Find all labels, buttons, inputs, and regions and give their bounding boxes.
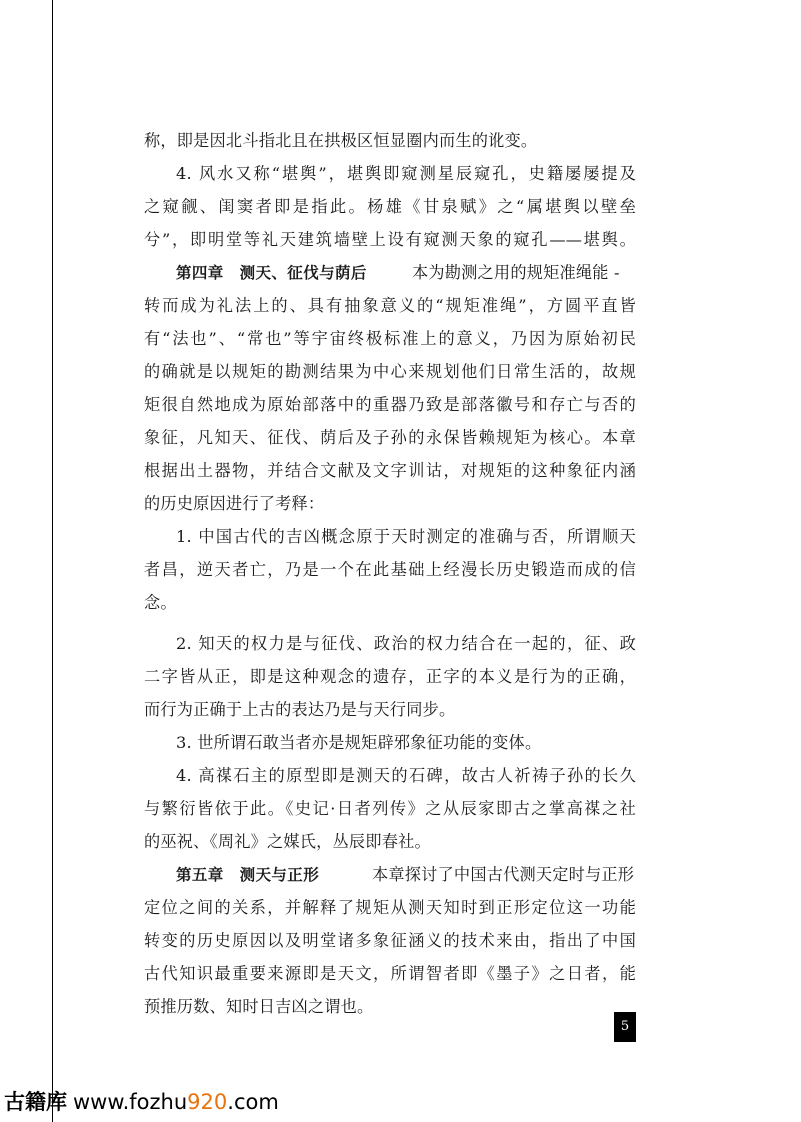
site-watermark	[4, 1086, 279, 1116]
text-line: 1. 中国古代的吉凶概念原于天时测定的准确与否，所谓顺天	[176, 527, 636, 546]
watermark-brand: 古籍库	[4, 1090, 67, 1114]
text-line: 2. 知天的权力是与征伐、政治的权力结合在一起的，征、政	[176, 634, 636, 653]
text-line: 转而成为礼法上的、具有抽象意义的“规矩准绳”，方圆平直皆	[144, 296, 636, 315]
chapter-four-intro: 本为勘测之用的规矩准绳能 -	[412, 263, 620, 282]
text-line: 而行为正确于上古的表达乃是与天行同步。	[144, 700, 456, 719]
text-line: 预推历数、知时日吉凶之谓也。	[144, 997, 374, 1016]
text-line: 的确就是以规矩的勘测结果为中心来规划他们日常生活的，故规	[144, 362, 636, 381]
text-line: 兮”，即明堂等礼天建筑墙壁上设有窥测天象的窥孔——堪舆。	[144, 230, 636, 249]
text-line: 古代知识最重要来源即是天文，所谓智者即《墨子》之日者，能	[144, 964, 636, 983]
text-line: 二字皆从正，即是这种观念的遗存，正字的本义是行为的正确，	[144, 667, 636, 686]
page-number-badge: 5	[614, 1012, 636, 1042]
text-line: 与繁衍皆依于此。《史记·日者列传》之从辰家即古之掌高禖之社	[144, 799, 636, 818]
watermark-site-prefix: www.fozhu	[73, 1090, 188, 1114]
text-line: 念。	[144, 593, 177, 612]
text-line: 4. 高禖石主的原型即是测天的石碑，故古人祈祷子孙的长久	[176, 766, 636, 785]
watermark-site-suffix: .com	[227, 1090, 279, 1114]
text-line: 转变的历史原因以及明堂诸多象征涵义的技术来由，指出了中国	[144, 931, 636, 950]
page-margin-rule	[52, 0, 53, 1122]
text-line: 象征，凡知天、征伐、荫后及子孙的永保皆赖规矩为核心。本章	[144, 428, 636, 447]
text-line: 根据出土器物，并结合文献及文字训诂，对规矩的这种象征内涵	[144, 461, 636, 480]
text-line: 之窥觎、闺窦者即是指此。杨雄《甘泉赋》之“属堪舆以壁垒	[144, 197, 636, 216]
watermark-site-digits: 920	[187, 1090, 228, 1114]
text-line: 4. 风水又称“堪舆”，堪舆即窥测星辰窥孔，史籍屡屡提及	[176, 164, 636, 183]
chapter-five-title: 第五章 测天与正形	[176, 866, 320, 884]
text-line: 者昌，逆天者亡，乃是一个在此基础上经漫长历史锻造而成的信	[144, 560, 636, 579]
text-line: 的历史原因进行了考释：	[144, 494, 325, 513]
text-line: 3. 世所谓石敢当者亦是规矩辟邪象征功能的变体。	[176, 733, 542, 752]
chapter-five-heading-line	[176, 860, 636, 890]
text-line: 的巫祝、《周礼》之媒氏，丛辰即春社。	[144, 832, 431, 851]
text-line: 矩很自然地成为原始部落中的重器乃致是部落徽号和存亡与否的	[144, 395, 636, 414]
text-line: 称，即是因北斗指北且在拱极区恒显圈内而生的讹变。	[144, 131, 538, 150]
text-line: 有“法也”、“常也”等宇宙终极标准上的意义，乃因为原始初民	[144, 329, 636, 348]
text-line: 定位之间的关系，并解释了规矩从测天知时到正形定位这一功能	[144, 898, 636, 917]
chapter-five-intro: 本章探讨了中国古代测天定时与正形	[372, 865, 635, 884]
chapter-four-title: 第四章 测天、征伐与荫后	[176, 264, 367, 282]
